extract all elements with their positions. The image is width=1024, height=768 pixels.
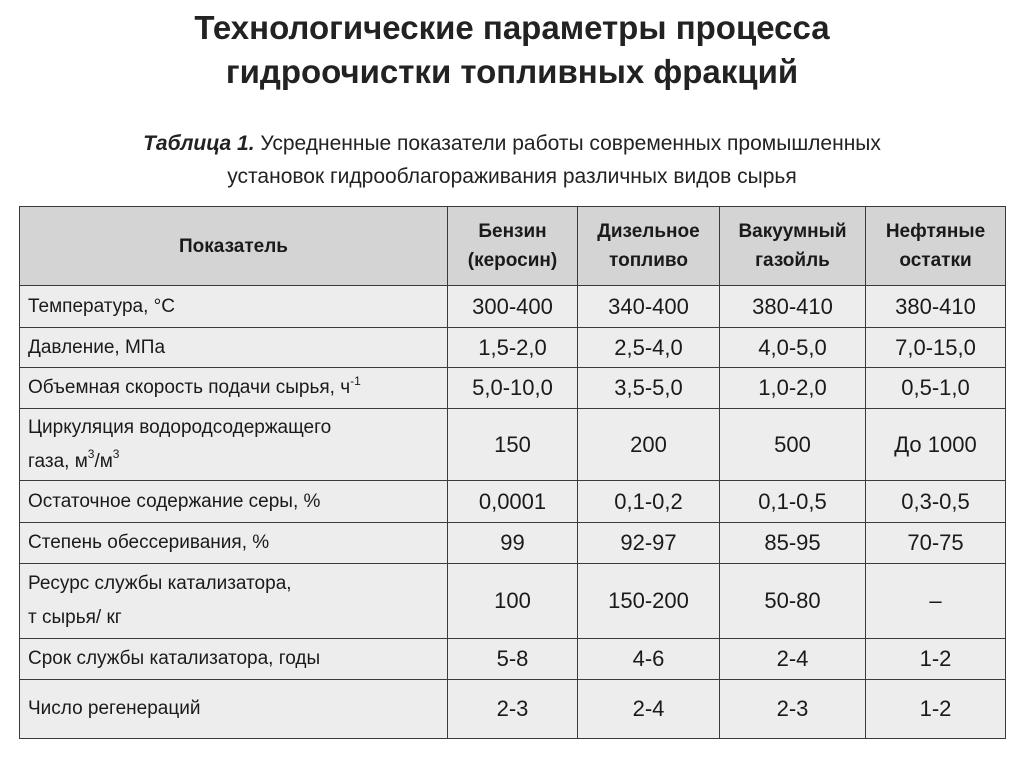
table-cell: 85-95 bbox=[720, 523, 866, 564]
header-row bbox=[20, 207, 1006, 286]
table-cell: 380-410 bbox=[866, 286, 1006, 328]
table-row bbox=[20, 328, 1006, 368]
table-cell: 150 bbox=[448, 409, 578, 481]
table-cell: 500 bbox=[720, 409, 866, 481]
caption-text-2: установок гидрооблагораживания различных видов сырья bbox=[227, 165, 797, 188]
row-label: Циркуляция водородсодержащего газа, $м^3/м^3$ bbox=[20, 409, 448, 481]
table-caption bbox=[0, 127, 1024, 193]
header-cell-diesel: Дизельное топливо bbox=[578, 207, 720, 286]
table-cell: 99 bbox=[448, 523, 578, 564]
table-row bbox=[20, 523, 1006, 564]
header-cell-vacuum-gasoil: Вакуумный газойль bbox=[720, 207, 866, 286]
table-cell: 1-2 bbox=[866, 680, 1006, 739]
table-cell: – bbox=[866, 564, 1006, 639]
table-cell: 380-410 bbox=[720, 286, 866, 328]
table-row bbox=[20, 639, 1006, 680]
table-cell: 5,0-10,0 bbox=[448, 368, 578, 409]
table-row bbox=[20, 368, 1006, 409]
caption-label: Таблица 1. bbox=[143, 132, 255, 155]
table-cell: 7,0-15,0 bbox=[866, 328, 1006, 368]
row-label: Давление, МПа bbox=[20, 328, 448, 368]
table-row bbox=[20, 409, 1006, 481]
header-cell-gasoline: Бензин (керосин) bbox=[448, 207, 578, 286]
table-row bbox=[20, 481, 1006, 523]
table-cell: 2-3 bbox=[448, 680, 578, 739]
table-cell: 1,5-2,0 bbox=[448, 328, 578, 368]
table-cell: 4,0-5,0 bbox=[720, 328, 866, 368]
row-label: Степень обессеривания, % bbox=[20, 523, 448, 564]
table-cell: 2-3 bbox=[720, 680, 866, 739]
table-row bbox=[20, 286, 1006, 328]
table-cell: 150-200 bbox=[578, 564, 720, 639]
table-cell: 0,5-1,0 bbox=[866, 368, 1006, 409]
table-cell: 100 bbox=[448, 564, 578, 639]
table-cell: 0,1-0,5 bbox=[720, 481, 866, 523]
page-title bbox=[0, 6, 1024, 94]
table-cell: 2-4 bbox=[578, 680, 720, 739]
row-label: Срок службы катализатора, годы bbox=[20, 639, 448, 680]
table-cell: 50-80 bbox=[720, 564, 866, 639]
table-cell: 1-2 bbox=[866, 639, 1006, 680]
table-row bbox=[20, 680, 1006, 739]
caption-text-1: Усредненные показатели работы современных промышленных bbox=[254, 132, 881, 155]
title-line-2: гидроочистки топливных фракций bbox=[225, 53, 799, 90]
title-line-1: Технологические параметры процесса bbox=[194, 9, 830, 46]
caption-line-1 bbox=[0, 127, 1024, 160]
row-label: Ресурс службы катализатора, т сырья/ кг bbox=[20, 564, 448, 639]
table-cell: 0,3-0,5 bbox=[866, 481, 1006, 523]
row-label: Число регенераций bbox=[20, 680, 448, 739]
table-cell: 0,0001 bbox=[448, 481, 578, 523]
table-cell: 340-400 bbox=[578, 286, 720, 328]
parameters-table bbox=[19, 206, 1006, 739]
header-cell-residues: Нефтяные остатки bbox=[866, 207, 1006, 286]
table-cell: 92-97 bbox=[578, 523, 720, 564]
table-row bbox=[20, 564, 1006, 639]
table-cell: 2,5-4,0 bbox=[578, 328, 720, 368]
row-label: Остаточное содержание серы, % bbox=[20, 481, 448, 523]
header-cell-indicator: Показатель bbox=[20, 207, 448, 286]
table-cell: До 1000 bbox=[866, 409, 1006, 481]
table-cell: 3,5-5,0 bbox=[578, 368, 720, 409]
table-cell: 5-8 bbox=[448, 639, 578, 680]
row-label: Объемная скорость подачи сырья, $ч^{-1}$ bbox=[20, 368, 448, 409]
table-cell: 0,1-0,2 bbox=[578, 481, 720, 523]
table-cell: 4-6 bbox=[578, 639, 720, 680]
table-cell: 300-400 bbox=[448, 286, 578, 328]
table-cell: 2-4 bbox=[720, 639, 866, 680]
row-label: Температура, °С bbox=[20, 286, 448, 328]
table-cell: 70-75 bbox=[866, 523, 1006, 564]
table-cell: 200 bbox=[578, 409, 720, 481]
table-cell: 1,0-2,0 bbox=[720, 368, 866, 409]
